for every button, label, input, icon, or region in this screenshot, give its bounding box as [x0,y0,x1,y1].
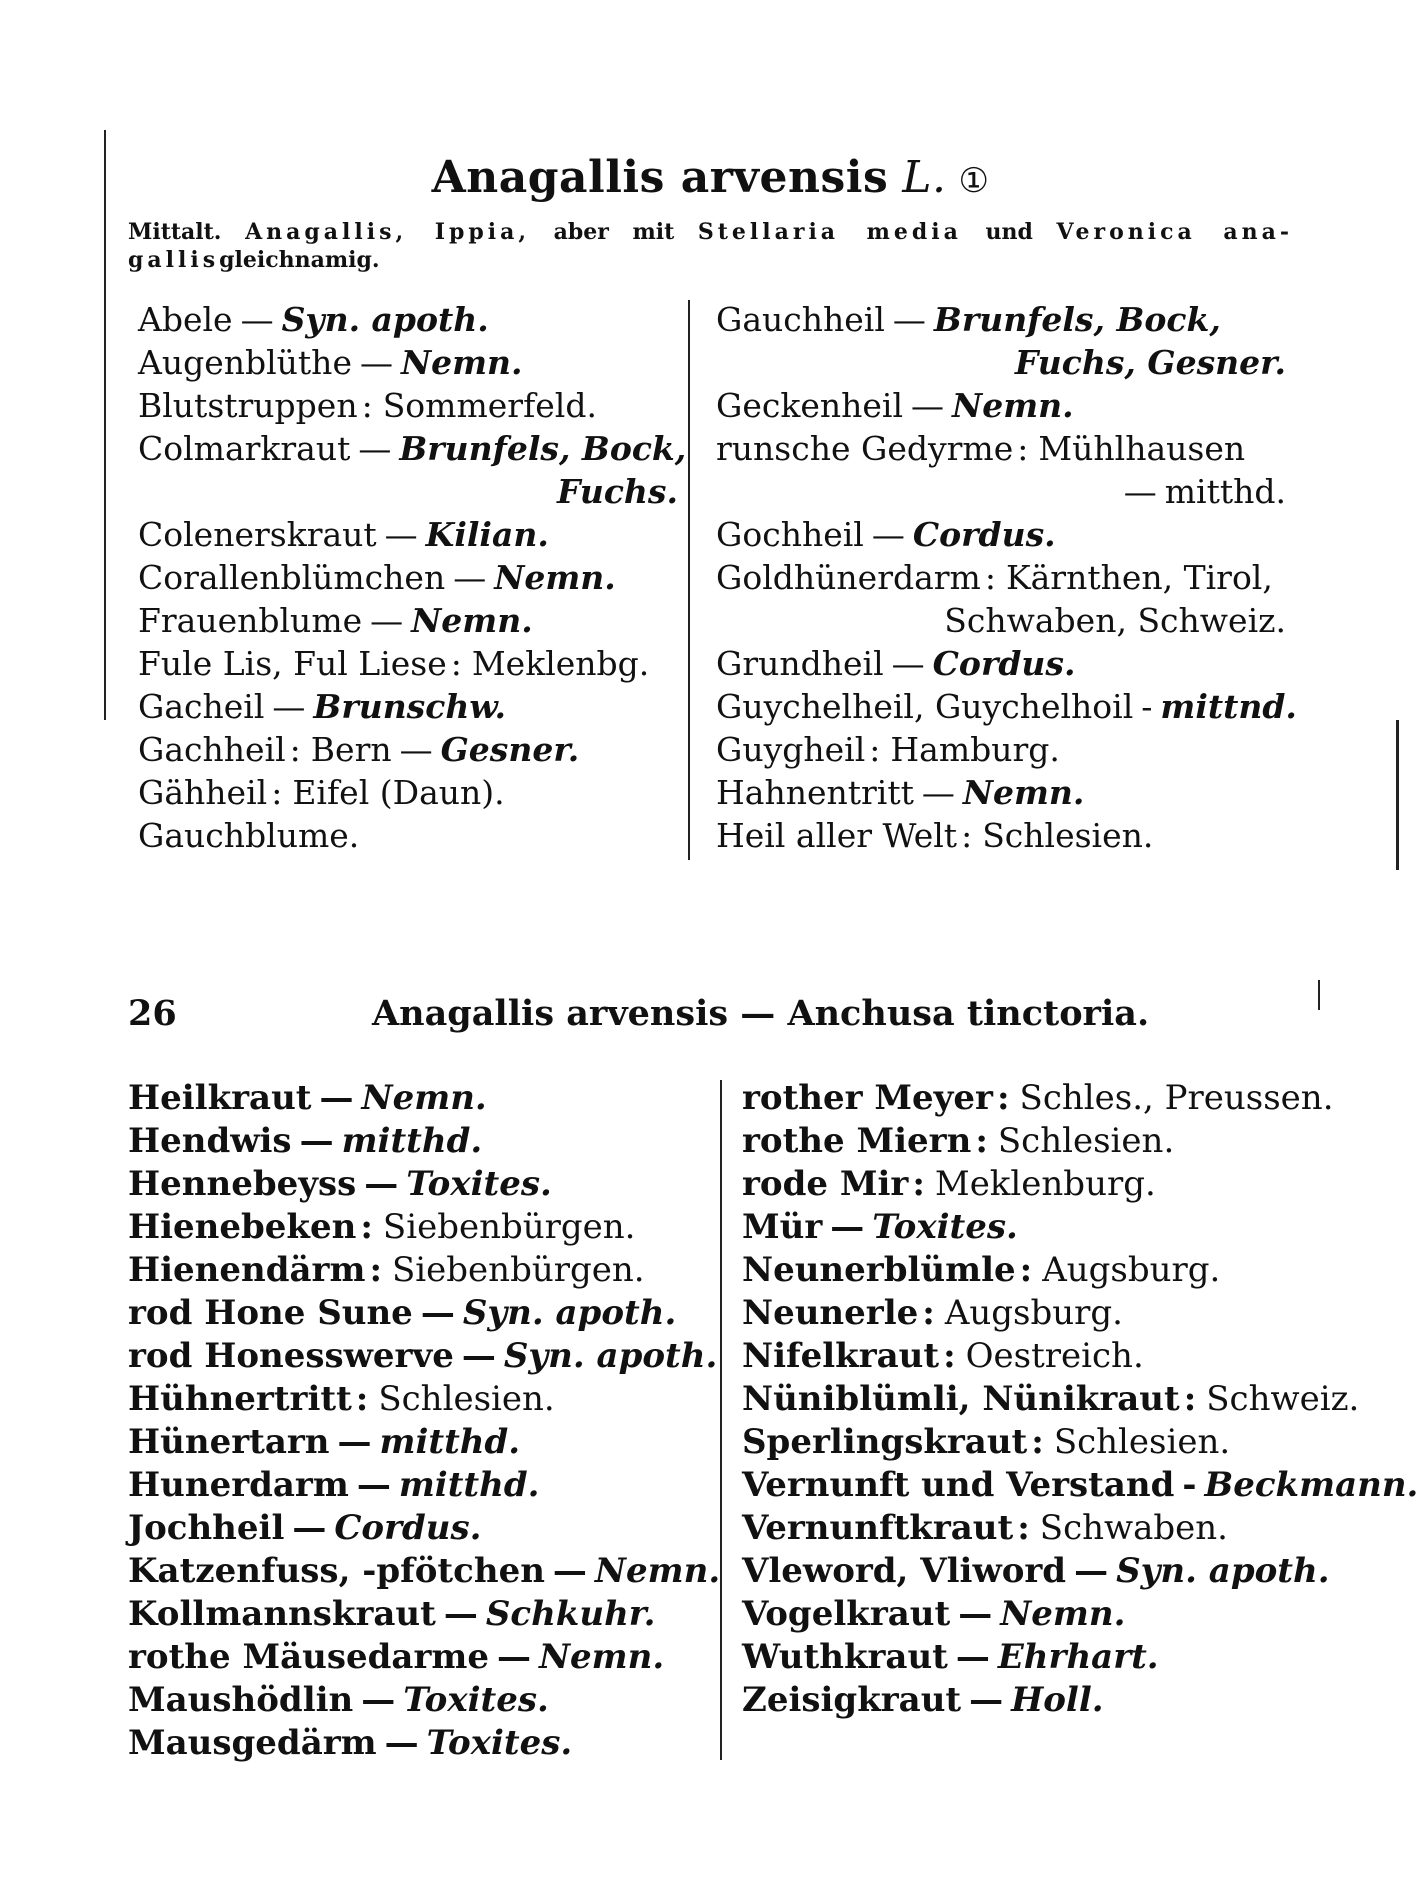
entry-name: Gähheil [138,773,268,812]
entry-row [742,1163,1307,1206]
entry-separator: — [299,1121,334,1161]
entry-separator: — [453,558,487,597]
entry-separator: : [996,1078,1010,1118]
entry-continuation [716,599,1286,642]
entry-location: Kärnthen, Tirol, [1005,558,1273,597]
entry-source: Cordus. [932,644,1076,683]
entry-location: Siebenbürgen. [392,1250,645,1290]
entry-row [716,513,1286,556]
note-text-2: aber mit [553,219,675,245]
entry-separator: : [975,1121,988,1161]
entry-separator: — [292,1508,327,1548]
right-margin-mark [1396,720,1399,870]
entry-name: Nüniblümli, Nünikraut [742,1379,1180,1419]
entry-source: Brunfels, Bock, [399,429,687,468]
entry-separator: — [361,1680,396,1720]
entry-separator: : [360,1207,373,1247]
entry-name: Nifelkraut [742,1336,940,1376]
entry-source: mitthd. [379,1422,521,1462]
entry-name: Heil aller Welt [716,816,958,855]
entry-name: Gochheil [716,515,864,554]
note-prefix: Mittalt. [128,219,222,245]
entry-separator: : [961,816,973,855]
entry-source: Nemn. [400,343,523,382]
entry-source: Nemn. [594,1551,721,1591]
entry-location: Mühlhausen [1038,429,1246,468]
entry-separator: : [922,1293,935,1333]
entry-location: Eifel (Daun). [292,773,505,812]
entry-separator: - [1182,1465,1197,1505]
entry-row [716,298,1286,341]
top-right-column [716,298,1297,857]
entry-source: Nemn. [952,386,1074,425]
entry-row [742,1378,1360,1421]
entry-source: Cordus. [334,1508,482,1548]
entry-name: Colmarkraut [138,429,351,468]
entry-row [128,1077,708,1120]
entry-name: rothe Mäusedarme [128,1637,489,1677]
entry-source: Syn. apoth. [503,1336,718,1376]
entry-separator: — [1074,1551,1109,1591]
entry-source: Kilian. [425,515,549,554]
entry-source: Brunfels, Bock, [933,300,1221,339]
entry-name: rod Hone Sune [128,1293,413,1333]
entry-separator: — [892,300,926,339]
entry-source: Gesner. [440,730,580,769]
entry-name: Jochheil [128,1508,285,1548]
entry-row [138,642,678,685]
entry-separator: — [830,1207,865,1247]
entry-name: Wuthkraut [742,1637,948,1677]
entry-location: Hamburg. [890,730,1060,769]
entry-name: Grundheil [716,644,884,683]
entry-row [742,1206,1307,1249]
entry-row [128,1120,708,1163]
entry-continuation-text: Fuchs. [557,472,678,511]
entry-name: Mausgedärm [128,1723,377,1763]
entry-separator: : [869,730,881,769]
entry-separator: : [1019,1250,1033,1290]
entry-source: Toxites. [872,1207,1018,1247]
entry-row [138,814,678,857]
entry-name: Corallenblümchen [138,558,446,597]
entry-row [128,1292,708,1335]
entry-source: Syn. apoth. [281,300,489,339]
entry-row [138,384,678,427]
entry-location: Schwaben. [1039,1508,1228,1548]
entry-row [128,1679,708,1722]
entry-row [128,1722,708,1765]
entry-name: Vernunftkraut [742,1508,1014,1548]
entry-source: Schkuhr. [485,1594,656,1634]
entry-source: mittnd. [1160,687,1297,726]
entry-name: Hünertarn [128,1422,330,1462]
entry-row [742,1292,1307,1335]
entry-source: Syn. apoth. [462,1293,677,1333]
entry-separator: : [984,558,996,597]
entry-separator: — [364,1164,399,1204]
entry-separator: : [361,386,373,425]
entry-separator: : [369,1250,382,1290]
entry-source: Toxites. [406,1164,552,1204]
entry-name: Hienebeken [128,1207,357,1247]
bottom-column-divider [720,1080,722,1760]
entry-separator: — [911,386,945,425]
entry-separator: : [450,644,462,683]
entry-source: Ehrhart. [997,1637,1159,1677]
entry-separator: — [1123,472,1157,511]
entry-location: Schlesien. [997,1121,1175,1161]
entry-name: rode Mir [742,1164,909,1204]
entry-row [742,1636,1307,1679]
entry-row [128,1421,708,1464]
entry-row [128,1378,708,1421]
entry-separator: : [1183,1379,1197,1419]
entry-name: Hendwis [128,1121,292,1161]
entry-row [138,427,687,470]
entry-continuation [138,470,678,513]
entry-location: Bern [310,730,392,769]
entry-row [138,728,678,771]
entry-location: Schweiz. [1206,1379,1360,1419]
entry-row [138,685,678,728]
entry-separator: — [370,601,404,640]
entry-row [128,1636,708,1679]
entry-separator: : [1017,1508,1030,1548]
entry-name: Frauenblume [138,601,363,640]
entry-continuation-text: Schwaben, Schweiz. [944,601,1286,640]
entry-row [742,1120,1307,1163]
entry-separator: - [1141,687,1153,726]
entry-separator: — [240,300,274,339]
entry-location: Augsburg. [944,1293,1123,1333]
entry-source: Brunschw. [313,687,506,726]
note-text-1: Anagallis, Ippia, [245,219,531,245]
entry-name: Katzenfuss, -pfötchen [128,1551,545,1591]
entry-row [716,427,1286,470]
entry-continuation-text: mitthd. [1164,472,1286,511]
entry-separator: — [356,1465,391,1505]
entry-separator: — [399,730,433,769]
entry-separator: : [912,1164,925,1204]
entry-row [716,814,1286,857]
entry-row [742,1507,1307,1550]
entry-source: Toxites. [426,1723,573,1763]
entry-row [138,513,678,556]
entry-name: Vleword, Vliword [742,1551,1067,1591]
entry-source: Nemn. [494,558,616,597]
note-text-6: gleichnamig. [219,247,380,273]
entry-separator: : [289,730,301,769]
entry-name: Hühnertritt [128,1379,352,1419]
entry-name: Augenblüthe [138,343,352,382]
entry-row [716,642,1286,685]
entry-name: Gacheil [138,687,265,726]
entry-name: Vogelkraut [742,1594,951,1634]
entry-name: Goldhünerdarm [716,558,981,597]
entry-row [138,341,678,384]
entry-name: rothe Miern [742,1121,972,1161]
entry-name: Hienendärm [128,1250,366,1290]
entry-name: Geckenheil [716,386,904,425]
entry-row [128,1163,708,1206]
entry-name: Heilkraut [128,1078,312,1118]
entry-separator: — [443,1594,478,1634]
entry-row [128,1335,718,1378]
entry-location: Augsburg. [1042,1250,1221,1290]
entry-row [138,771,678,814]
entry-row [742,1679,1307,1722]
entry-separator: : [355,1379,369,1419]
entry-separator: : [1017,429,1029,468]
entry-separator: — [921,773,955,812]
entry-row [716,685,1297,728]
entry-source: Nemn. [962,773,1085,812]
entry-separator: : [943,1336,956,1376]
entry-row [742,1249,1307,1292]
entry-row [138,599,678,642]
entry-continuation [716,470,1286,513]
note-text-4: und [985,219,1033,245]
entry-source: mitthd. [398,1465,540,1505]
entry-name: Gachheil [138,730,286,769]
entry-row [742,1593,1307,1636]
entry-row [128,1550,721,1593]
entry-name: runsche Gedyrme [716,429,1014,468]
entry-separator: — [384,515,418,554]
entry-location: Oestreich. [965,1336,1144,1376]
entry-row [128,1507,708,1550]
note-text-3: Stellaria media [697,219,962,245]
entry-location: Schlesien. [1053,1422,1231,1462]
entry-location: Meklenbg. [471,644,650,683]
entry-location: Siebenbürgen. [382,1207,636,1247]
entry-row [138,298,678,341]
entry-row [742,1421,1307,1464]
left-margin-mark [104,130,106,720]
entry-separator: — [420,1293,455,1333]
entry-separator: : [271,773,283,812]
entry-separator: — [461,1336,496,1376]
entry-name: rother Meyer [742,1078,993,1118]
entry-location: Schlesien. [982,816,1154,855]
entry-separator: — [496,1637,531,1677]
entry-separator: — [958,1594,993,1634]
entry-name: Vernunft und Verstand [742,1465,1175,1505]
entry-name: Zeisigkraut [742,1680,962,1720]
entry-name: Blutstruppen [138,386,358,425]
entry-name: Neunerblümle [742,1250,1016,1290]
entry-source: Nemn. [538,1637,665,1677]
entry-name: Hunerdarm [128,1465,349,1505]
entry-source: Holl. [1011,1680,1104,1720]
page-number: 26 [128,993,177,1034]
entry-name: Colenerskraut [138,515,377,554]
entry-separator: — [358,429,392,468]
entry-separator: — [319,1078,354,1118]
entry-name: Mür [742,1207,823,1247]
entry-name: Maushödlin [128,1680,354,1720]
entry-separator: — [337,1422,372,1462]
entry-source: Cordus. [912,515,1056,554]
entry-separator: — [891,644,925,683]
entry-row [128,1464,708,1507]
entry-separator: — [272,687,306,726]
entry-name: Guygheil [716,730,866,769]
entry-row [716,728,1286,771]
running-head: Anagallis arvensis — Anchusa tinctoria. [372,993,1150,1034]
entry-separator: — [552,1551,587,1591]
species-title [0,152,1421,203]
bottom-right-column [742,1077,1419,1722]
entry-source: Syn. apoth. [1116,1551,1330,1591]
entry-location: Schlesien. [378,1379,555,1419]
entry-separator: — [359,343,393,382]
entry-source: Nemn. [361,1078,487,1118]
entry-row [716,556,1286,599]
entry-name: Guychelheil, Guychelhoil [716,687,1134,726]
species-note [128,218,1293,274]
entry-location: Meklenburg. [934,1164,1156,1204]
entry-source: Toxites. [403,1680,549,1720]
entry-row [128,1249,708,1292]
entry-row [716,384,1286,427]
entry-location: Schles., Preussen. [1019,1078,1334,1118]
note-text-5: Veronica ana-gallis [128,219,1294,273]
entry-separator: — [384,1723,419,1763]
entry-source: mitthd. [341,1121,483,1161]
entry-row [742,1550,1330,1593]
entry-separator: — [955,1637,990,1677]
entry-source: Nemn. [1000,1594,1126,1634]
entry-name: Kollmannskraut [128,1594,436,1634]
entry-name: Abele [138,300,233,339]
entry-row [742,1335,1307,1378]
entry-row [742,1464,1419,1507]
species-name: Anagallis arvensis [431,152,889,203]
entry-name: Neunerle [742,1293,919,1333]
entry-name: Hahnentritt [716,773,914,812]
entry-name: Sperlingskraut [742,1422,1028,1462]
entry-separator: — [871,515,905,554]
top-column-divider [688,300,690,860]
entry-continuation [716,341,1286,384]
entry-row [128,1206,708,1249]
top-left-column [138,298,687,857]
entry-row [138,556,678,599]
entry-location: Sommerfeld. [382,386,597,425]
entry-source: Beckmann. [1204,1465,1419,1505]
entry-row [716,771,1286,814]
entry-name: Gauchblume. [138,816,360,855]
entry-name: rod Honesswerve [128,1336,454,1376]
entry-name: Gauchheil [716,300,885,339]
entry-source: Nemn. [411,601,533,640]
entry-row [742,1077,1334,1120]
entry-name: Hennebeyss [128,1164,357,1204]
bottom-left-column [128,1077,721,1765]
right-margin-mark-lower [1318,980,1320,1010]
entry-separator: : [1031,1422,1044,1462]
species-author: L. [902,152,947,203]
entry-separator: — [969,1680,1004,1720]
annual-symbol: ① [958,161,990,201]
entry-name: Fule Lis, Ful Liese [138,644,447,683]
entry-row [128,1593,708,1636]
entry-continuation-text: Fuchs, Gesner. [1014,343,1286,382]
